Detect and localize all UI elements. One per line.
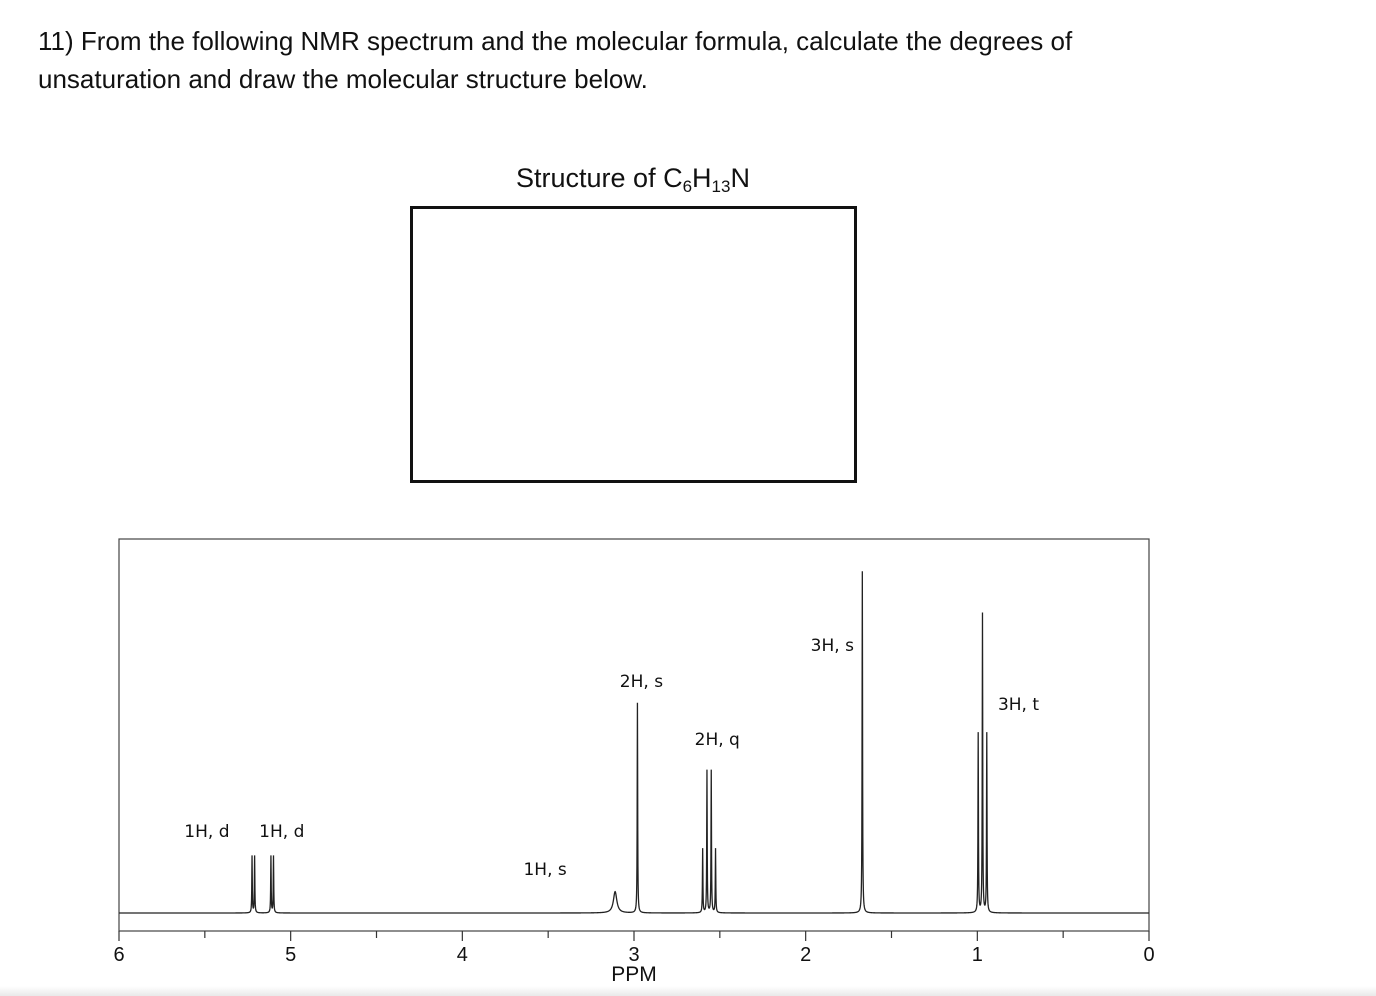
x-tick-label: 3 [628,944,640,966]
peak-label: 1H, d [259,822,305,842]
structure-title-prefix: Structure of C [516,163,683,193]
page-bottom-edge [0,986,1376,996]
x-tick-label: 0 [1143,944,1155,966]
hydrogen-count: 13 [711,177,731,196]
x-tick-label: 1 [971,944,983,966]
x-tick-label: 6 [113,944,125,966]
peak-label: 1H, d [184,822,230,842]
x-tick-label: 2 [800,944,812,966]
peak-label: 3H, s [810,636,854,656]
hydrogen-symbol: H [692,163,712,193]
spectrum-trace [119,571,1149,913]
x-tick-label: 5 [285,944,297,966]
question-line-2: unsaturation and draw the molecular structure below. [38,64,648,94]
peak-label: 2H, s [619,672,664,692]
peak-label: 2H, q [694,730,740,750]
structure-title-suffix: N [730,163,750,193]
x-ticks [119,931,1149,941]
x-axis-label: PPM [611,963,657,986]
question-line-1: 11) From the following NMR spectrum and the molecular formula, calculate the degrees of [38,26,1073,56]
carbon-count: 6 [682,177,693,196]
x-tick-label: 4 [456,944,468,966]
peak-label: 3H, t [997,695,1040,715]
peak-label: 1H, s [523,860,567,880]
peak-labels [184,636,1039,880]
